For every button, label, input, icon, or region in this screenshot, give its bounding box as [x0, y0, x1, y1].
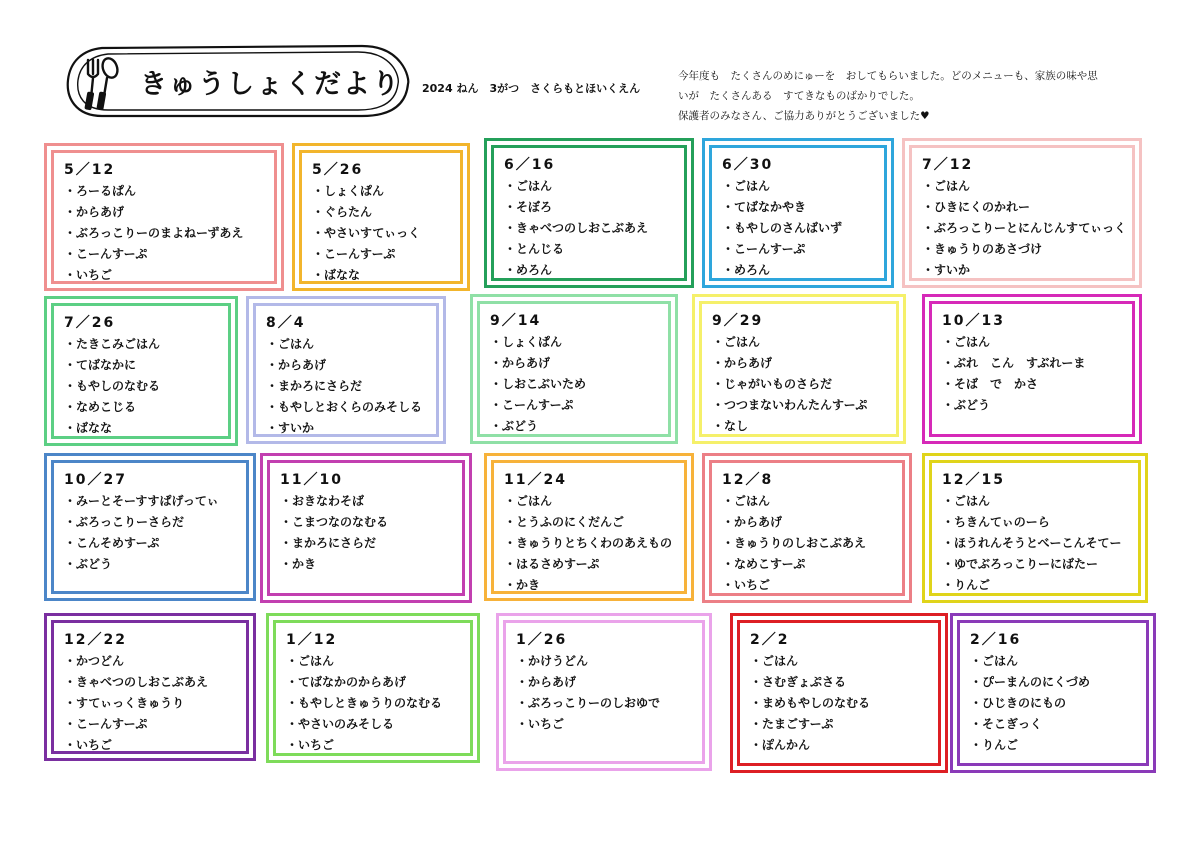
- menu-list: [504, 176, 684, 281]
- menu-item: ・こんそめすーぷ: [64, 536, 160, 550]
- menu-card: [246, 296, 446, 444]
- menu-card-inner: [299, 150, 463, 284]
- menu-item: ・まかろにさらだ: [266, 379, 363, 393]
- menu-list: [280, 491, 462, 575]
- menu-item: ・てばなかやき: [722, 200, 807, 214]
- menu-item: ・ぴーまんのにくづめ: [970, 675, 1091, 689]
- menu-item: ・ぶどう: [942, 398, 991, 412]
- menu-item: ・やさいすてぃっく: [312, 226, 421, 240]
- menu-item: ・こーんすーぷ: [64, 247, 148, 261]
- menu-card: [692, 294, 906, 444]
- menu-item: ・きゅうりのしおこぶあえ: [722, 536, 867, 550]
- menu-item: ・もやしときゅうりのなむる: [286, 696, 443, 710]
- menu-card-inner: [477, 301, 671, 437]
- menu-item: ・もやしのさんばいず: [722, 221, 843, 235]
- menu-item: ・しょくぱん: [490, 335, 563, 349]
- menu-item: ・まかろにさらだ: [280, 536, 377, 550]
- menu-item: ・さむぎょぷさる: [750, 675, 847, 689]
- menu-list: [712, 332, 896, 437]
- menu-card-inner: [51, 303, 231, 439]
- menu-item: ・ごはん: [722, 494, 771, 508]
- menu-card: [260, 453, 472, 603]
- menu-card-inner: [737, 620, 941, 766]
- menu-list: [312, 181, 460, 286]
- menu-card: [44, 613, 256, 761]
- menu-item: ・ごはん: [504, 494, 553, 508]
- menu-item: ・ぽんかん: [750, 738, 811, 752]
- menu-item: ・やさいのみそしる: [286, 717, 395, 731]
- menu-item: ・からあげ: [64, 205, 125, 219]
- menu-card: [702, 138, 894, 288]
- menu-list: [64, 181, 274, 286]
- menu-item: ・りんご: [970, 738, 1019, 752]
- menu-item: ・こーんすーぷ: [312, 247, 396, 261]
- menu-card: [702, 453, 912, 603]
- menu-card: [266, 613, 480, 763]
- menu-item: ・からあげ: [722, 515, 783, 529]
- menu-item: ・いちご: [516, 717, 565, 731]
- menu-item: ・ぶれ こん すぶれーま: [942, 356, 1086, 370]
- menu-item: ・かき: [504, 578, 541, 592]
- menu-date: 6／30: [722, 157, 774, 173]
- menu-card: [484, 138, 694, 288]
- menu-card-inner: [491, 460, 687, 594]
- menu-item: ・ぶろっこりーのしおゆで: [516, 696, 661, 710]
- fork-icon: [84, 60, 98, 110]
- menu-item: ・こーんすーぷ: [722, 242, 806, 256]
- menu-date: 9／14: [490, 313, 542, 329]
- subtitle: 2024 ねん 3がつ さくらもとほいくえん: [422, 82, 641, 95]
- menu-item: ・りんご: [942, 578, 991, 592]
- menu-card-inner: [909, 145, 1135, 281]
- menu-item: ・じゃがいものさらだ: [712, 377, 833, 391]
- menu-item: ・ごはん: [970, 654, 1019, 668]
- menu-list: [64, 491, 246, 575]
- menu-card-inner: [491, 145, 687, 281]
- menu-item: ・からあげ: [516, 675, 577, 689]
- menu-item: ・ぐらたん: [312, 205, 373, 219]
- menu-date: 7／26: [64, 315, 116, 331]
- menu-date: 11／10: [280, 472, 343, 488]
- menu-item: ・おきなわそば: [280, 494, 365, 508]
- menu-item: ・からあげ: [712, 356, 773, 370]
- menu-item: ・しおこぶいため: [490, 377, 587, 391]
- menu-date: 12／22: [64, 632, 127, 648]
- menu-list: [504, 491, 684, 596]
- menu-item: ・たまごすーぷ: [750, 717, 834, 731]
- menu-date: 11／24: [504, 472, 567, 488]
- menu-list: [266, 334, 436, 439]
- menu-item: ・ゆでぶろっこりーにばたー: [942, 557, 1099, 571]
- menu-item: ・まめもやしのなむる: [750, 696, 871, 710]
- menu-list: [64, 651, 246, 756]
- menu-card-inner: [253, 303, 439, 437]
- menu-item: ・ごはん: [750, 654, 799, 668]
- menu-item: ・ごはん: [286, 654, 335, 668]
- menu-card-inner: [929, 301, 1135, 437]
- menu-date: 6／16: [504, 157, 556, 173]
- menu-card: [496, 613, 712, 771]
- menu-card: [44, 143, 284, 291]
- menu-item: ・はるさめすーぷ: [504, 557, 600, 571]
- menu-list: [750, 651, 938, 756]
- menu-date: 12／8: [722, 472, 774, 488]
- menu-item: ・なめこじる: [64, 400, 137, 414]
- menu-item: ・かけうどん: [516, 654, 589, 668]
- spoon-icon: [96, 56, 120, 110]
- menu-card: [44, 296, 238, 446]
- menu-item: ・いちご: [64, 268, 113, 282]
- menu-date: 9／29: [712, 313, 764, 329]
- menu-card-inner: [51, 150, 277, 284]
- menu-list: [722, 176, 884, 281]
- menu-item: ・ごはん: [504, 179, 553, 193]
- menu-date: 1／12: [286, 632, 338, 648]
- menu-card-inner: [273, 620, 473, 756]
- menu-card: [902, 138, 1142, 288]
- menu-list: [970, 651, 1146, 756]
- menu-list: [922, 176, 1132, 281]
- menu-item: ・ちきんてぃのーら: [942, 515, 1050, 529]
- menu-item: ・みーとそーすすぱげってぃ: [64, 494, 219, 508]
- intro-line: 保護者のみなさん、ご協力ありがとうございました♥: [678, 110, 930, 122]
- menu-list: [942, 491, 1138, 596]
- menu-item: ・そば で かさ: [942, 377, 1039, 391]
- menu-item: ・ぶろっこりーのまよねーずあえ: [64, 226, 244, 240]
- menu-item: ・つつまないわんたんすーぷ: [712, 398, 868, 412]
- menu-item: ・そこぎっく: [970, 717, 1043, 731]
- menu-list: [722, 491, 902, 596]
- menu-item: ・きゃべつのしおこぶあえ: [64, 675, 209, 689]
- menu-item: ・てばなかのからあげ: [286, 675, 407, 689]
- menu-item: ・とうふのにくだんご: [504, 515, 625, 529]
- menu-date: 10／13: [942, 313, 1005, 329]
- menu-list: [942, 332, 1132, 416]
- intro-line: いが たくさんある すてきなものばかりでした。: [678, 90, 920, 102]
- menu-card-inner: [709, 145, 887, 281]
- menu-date: 2／16: [970, 632, 1022, 648]
- menu-item: ・ぶろっこりーとにんじんすてぃっく: [922, 221, 1127, 235]
- menu-card-inner: [957, 620, 1149, 766]
- menu-item: ・めろん: [722, 263, 771, 277]
- menu-item: ・からあげ: [266, 358, 327, 372]
- menu-card: [484, 453, 694, 601]
- page-title: きゅうしょくだより: [140, 69, 401, 100]
- menu-card: [470, 294, 678, 444]
- menu-item: ・ごはん: [942, 335, 991, 349]
- menu-item: ・いちご: [64, 738, 113, 752]
- menu-item: ・とんじる: [504, 242, 565, 256]
- menu-item: ・たきこみごはん: [64, 337, 161, 351]
- menu-item: ・こまつなのなむる: [280, 515, 389, 529]
- menu-item: ・そぼろ: [504, 200, 553, 214]
- menu-card-inner: [709, 460, 905, 596]
- menu-item: ・こーんすーぷ: [64, 717, 148, 731]
- menu-item: ・いちご: [722, 578, 771, 592]
- menu-item: ・ごはん: [266, 337, 315, 351]
- menu-card-inner: [699, 301, 899, 437]
- menu-item: ・いちご: [286, 738, 335, 752]
- menu-item: ・ごはん: [712, 335, 761, 349]
- menu-date: 8／4: [266, 315, 306, 331]
- menu-item: ・なし: [712, 419, 749, 433]
- menu-card: [292, 143, 470, 291]
- menu-card: [44, 453, 256, 601]
- menu-card: [730, 613, 948, 773]
- menu-item: ・すいか: [922, 263, 971, 277]
- menu-item: ・ぶどう: [64, 557, 113, 571]
- menu-item: ・ごはん: [942, 494, 991, 508]
- menu-item: ・すいか: [266, 421, 315, 435]
- menu-list: [490, 332, 668, 437]
- menu-item: ・ばなな: [312, 268, 361, 282]
- menu-item: ・かつどん: [64, 654, 125, 668]
- menu-item: ・ぶろっこりーさらだ: [64, 515, 185, 529]
- menu-card: [950, 613, 1156, 773]
- menu-date: 12／15: [942, 472, 1005, 488]
- menu-list: [64, 334, 228, 439]
- menu-date: 2／2: [750, 632, 790, 648]
- menu-date: 5／12: [64, 162, 116, 178]
- menu-item: ・ひきにくのかれー: [922, 200, 1031, 214]
- intro-line: 今年度も たくさんのめにゅーを おしてもらいました。どのメニューも、家族の味や思: [678, 70, 1098, 82]
- menu-item: ・ごはん: [722, 179, 771, 193]
- menu-item: ・からあげ: [490, 356, 551, 370]
- menu-card-inner: [267, 460, 465, 596]
- menu-item: ・きゅうりのあさづけ: [922, 242, 1043, 256]
- menu-list: [516, 651, 702, 735]
- menu-item: ・もやしのなむる: [64, 379, 161, 393]
- menu-item: ・ごはん: [922, 179, 971, 193]
- menu-item: ・すてぃっくきゅうり: [64, 696, 185, 710]
- menu-list: [286, 651, 470, 756]
- menu-item: ・きゅうりとちくわのあえもの: [504, 536, 673, 550]
- menu-item: ・もやしとおくらのみそしる: [266, 400, 423, 414]
- menu-card-inner: [51, 460, 249, 594]
- menu-item: ・かき: [280, 557, 317, 571]
- menu-card: [922, 453, 1148, 603]
- menu-date: 7／12: [922, 157, 974, 173]
- menu-item: ・てばなかに: [64, 358, 137, 372]
- menu-item: ・きゃべつのしおこぶあえ: [504, 221, 649, 235]
- menu-item: ・こーんすーぷ: [490, 398, 574, 412]
- menu-date: 1／26: [516, 632, 568, 648]
- menu-item: ・めろん: [504, 263, 553, 277]
- menu-card-inner: [503, 620, 705, 764]
- menu-date: 5／26: [312, 162, 364, 178]
- menu-card-inner: [929, 460, 1141, 596]
- menu-item: ・しょくぱん: [312, 184, 385, 198]
- menu-date: 10／27: [64, 472, 127, 488]
- menu-card-inner: [51, 620, 249, 754]
- menu-card: [922, 294, 1142, 444]
- menu-item: ・なめこすーぷ: [722, 557, 806, 571]
- menu-item: ・ひじきのにもの: [970, 696, 1067, 710]
- menu-item: ・ばなな: [64, 421, 113, 435]
- intro-text: [678, 66, 1148, 126]
- menu-item: ・ろーるぱん: [64, 184, 137, 198]
- menu-item: ・ほうれんそうとべーこんそてー: [942, 536, 1122, 550]
- menu-item: ・ぶどう: [490, 419, 539, 433]
